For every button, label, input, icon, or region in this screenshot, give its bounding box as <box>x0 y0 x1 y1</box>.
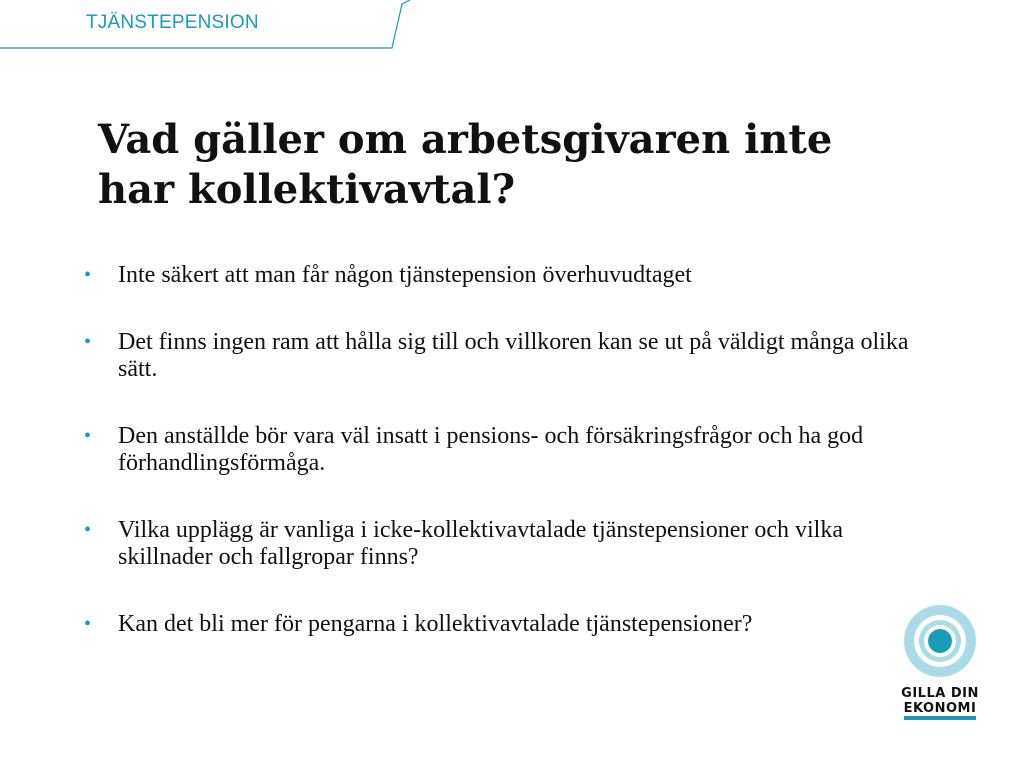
bullet-item <box>80 423 910 477</box>
logo-underline <box>904 716 976 720</box>
bullet-text: Kan det bli mer för pengarna i kollektivavtalade tjänstepensioner? <box>118 611 753 637</box>
header-tab <box>0 0 420 52</box>
logo-line-1: GILLA DIN <box>901 686 979 701</box>
bullet-item <box>80 517 910 571</box>
bullet-item <box>80 329 910 383</box>
bullet-text: Det finns ingen ram att hålla sig till och villkoren kan se ut på väldigt många olika sätt. <box>118 329 909 382</box>
bullet-list <box>80 262 910 678</box>
bullet-icon: • <box>84 425 92 447</box>
bullet-item <box>80 262 910 289</box>
bullet-text: Inte säkert att man får någon tjänstepension överhuvudtaget <box>118 262 692 288</box>
bullet-item <box>80 611 910 638</box>
bullet-icon: • <box>84 264 92 286</box>
bullet-text: Den anställde bör vara väl insatt i pensions- och försäkringsfrågor och ha god förhandlingsförmåga. <box>118 423 864 476</box>
logo-line-2: EKONOMI <box>903 701 977 716</box>
bullet-icon: • <box>84 331 92 353</box>
bullet-icon: • <box>84 519 92 541</box>
slide-title: Vad gäller om arbetsgivaren inte har kollektivavtal? <box>98 116 833 213</box>
target-circle-icon <box>903 604 977 678</box>
gilla-din-ekonomi-logo <box>896 604 986 724</box>
bullet-icon: • <box>84 613 92 635</box>
bullet-text: Vilka upplägg är vanliga i icke-kollektivavtalade tjänstepensioner och vilka skillnader och fallgropar finns? <box>118 517 843 570</box>
logo-text <box>896 686 984 716</box>
section-label: TJÄNSTEPENSION <box>86 12 259 33</box>
